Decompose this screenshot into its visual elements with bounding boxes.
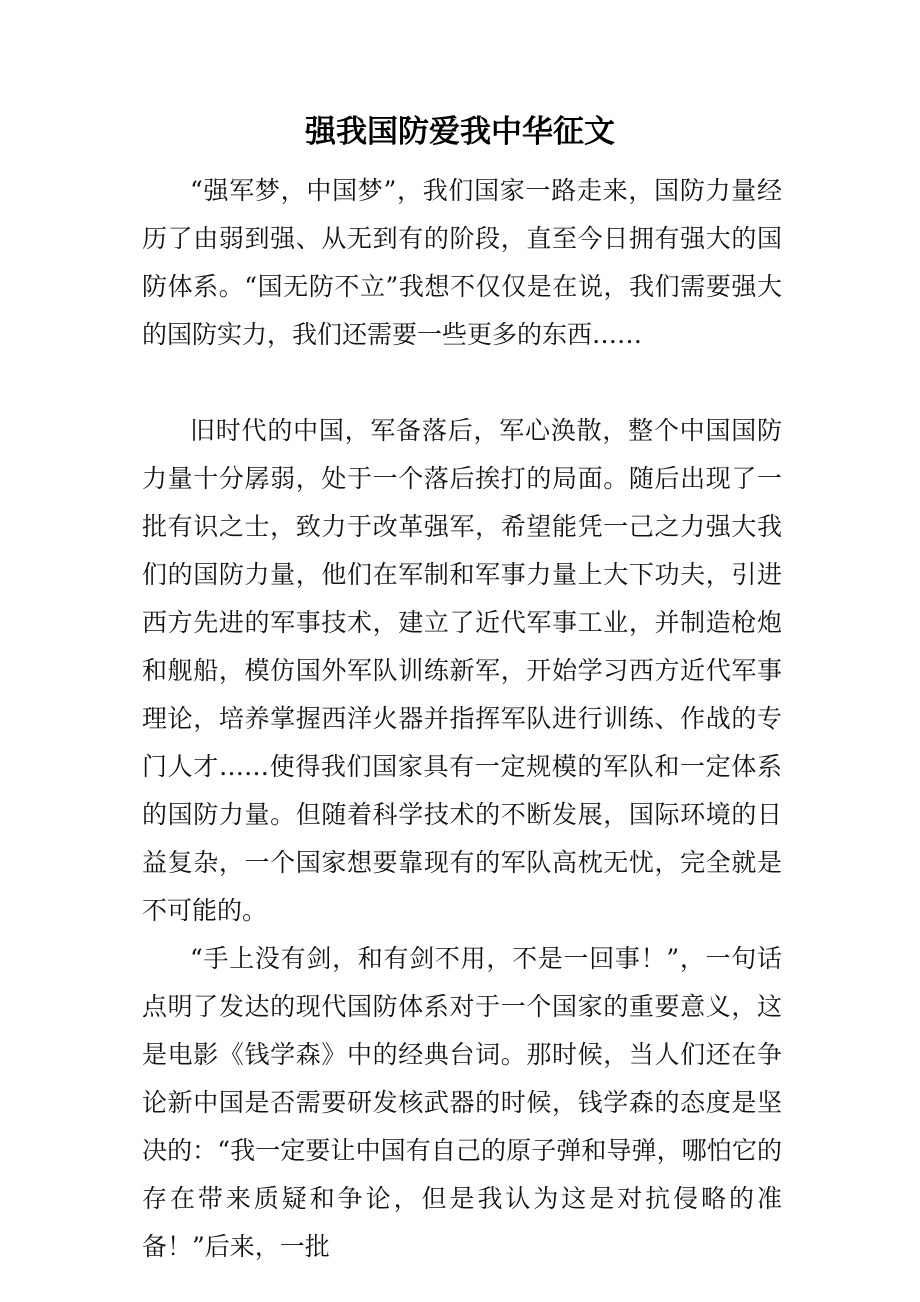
document-title: 强我国防爱我中华征文 <box>305 114 615 150</box>
paragraph-2: 旧时代的中国，军备落后，军心涣散，整个中国国防力量十分孱弱，处于一个落后挨打的局面。随后出现了一批有识之士，致力于改革强军，希望能凭一己之力强大我们的国防力量，他们在军制和军事力量上大下功夫，引进西方先进的军事技术，建立了近代军事工业，并制造枪炮和舰船，模仿国外军队训练新军，开始学习西方近代军事理论，培养掌握西洋火器并指挥军队进行训练、作战的专门人才……使得我们国家具有一定规模的军队和一定体系的国防力量。但随着科学技术的不断发展，国际环境的日益复杂，一个国家想要靠现有的军队高枕无忧，完全就是不可能的。 <box>142 416 782 925</box>
main-block <box>142 407 782 1271</box>
intro-block <box>142 167 782 359</box>
paragraph-1: “强军梦，中国梦”，我们国家一路走来，国防力量经历了由弱到强、从无到有的阶段，直至今日拥有强大的国防体系。“国无防不立”我想不仅仅是在说，我们需要强大的国防实力，我们还需要一些更多的东西…… <box>142 176 782 349</box>
paragraph-3: “手上没有剑，和有剑不用，不是一回事！”，一句话点明了发达的现代国防体系对于一个国家的重要意义，这是电影《钱学森》中的经典台词。那时候，当人们还在争论新中国是否需要研发核武器的时候，钱学森的态度是坚决的：“我一定要让中国有自己的原子弹和导弹，哪怕它的存在带来质疑和争论，但是我认为这是对抗侵略的准备！”后来，一批 <box>142 944 782 1261</box>
